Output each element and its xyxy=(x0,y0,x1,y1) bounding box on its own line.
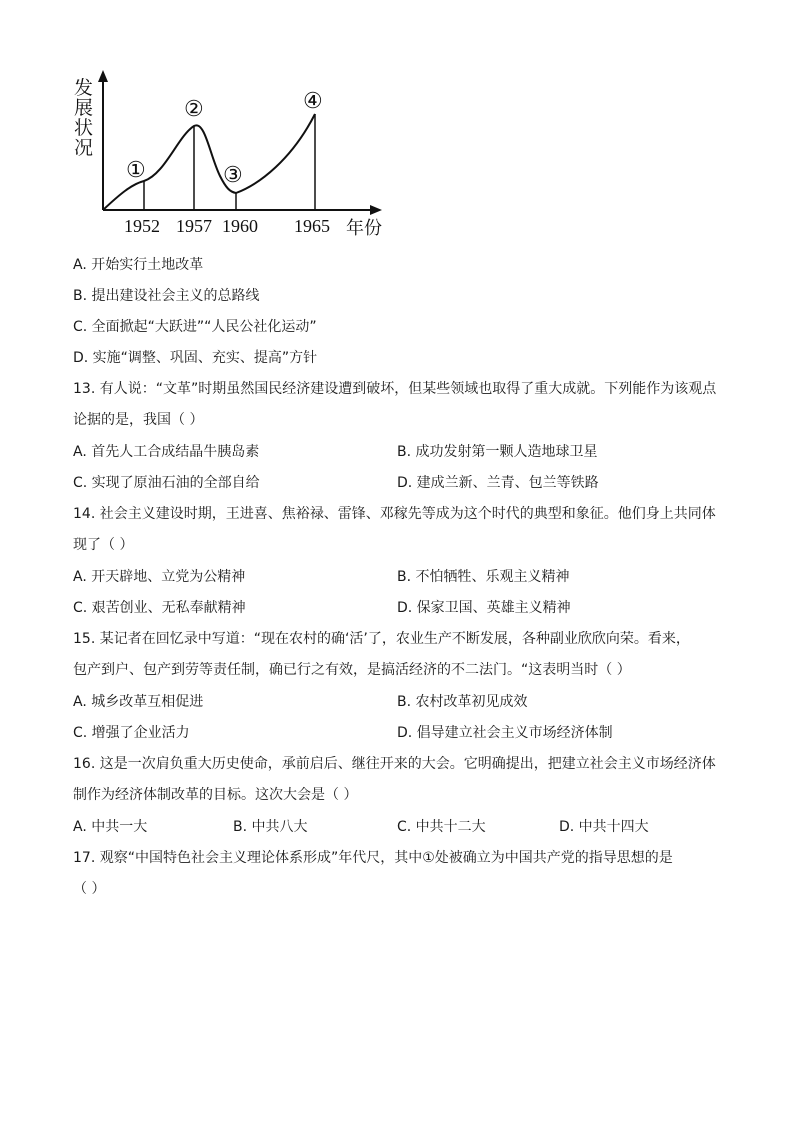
x-tick-1957: 1957 xyxy=(176,216,212,236)
q16-option-c: C. 中共十二大 xyxy=(397,819,486,835)
x-axis-arrow xyxy=(370,205,382,215)
point-label-1: ① xyxy=(126,157,146,182)
q15-option-c: C. 增强了企业活力 xyxy=(73,725,190,741)
q15-option-b: B. 农村改革初见成效 xyxy=(397,694,528,710)
q13-option-d: D. 建成兰新、兰青、包兰等铁路 xyxy=(397,475,599,491)
q12-option-d: D. 实施“调整、巩固、充实、提高”方针 xyxy=(73,350,318,366)
q16-stem-line1: 16. 这是一次肩负重大历史使命，承前启后、继往开来的大会。它明确提出，把建立社会主义市场经济体 xyxy=(73,756,716,772)
x-axis-label: 年份 xyxy=(346,218,382,238)
q14-option-d: D. 保家卫国、英雄主义精神 xyxy=(397,600,571,616)
q12-option-c: C. 全面掀起“大跃进”“人民公社化运动” xyxy=(73,319,317,335)
y-axis-label-char-3: 状 xyxy=(74,118,94,139)
q13-option-c: C. 实现了原油石油的全部自给 xyxy=(73,475,260,491)
q14-option-c: C. 艰苦创业、无私奉献精神 xyxy=(73,600,246,616)
x-tick-1965: 1965 xyxy=(294,216,330,236)
q14-option-b: B. 不怕牺牲、乐观主义精神 xyxy=(397,569,570,585)
q17-stem-line2: （ ） xyxy=(73,881,106,897)
q13-stem-line1: 13. 有人说：“文革”时期虽然国民经济建设遭到破坏，但某些领域也取得了重大成就。下列能作为该观点 xyxy=(73,381,717,397)
q15-option-a: A. 城乡改革互相促进 xyxy=(73,694,204,710)
q16-option-d: D. 中共十四大 xyxy=(559,819,649,835)
q15-stem-line2: 包产到户、包产到劳等责任制，确已行之有效，是搞活经济的不二法门。“这表明当时（ ） xyxy=(73,662,631,678)
q14-option-a: A. 开天辟地、立党为公精神 xyxy=(73,569,246,585)
point-label-3: ③ xyxy=(223,162,243,187)
q13-stem-line2: 论据的是，我国（ ） xyxy=(73,412,204,428)
y-axis-label-char-1: 发 xyxy=(74,78,94,99)
q16-stem-line2: 制作为经济体制改革的目标。这次大会是（ ） xyxy=(73,787,358,803)
q16-option-a: A. 中共一大 xyxy=(73,819,148,835)
x-tick-1952: 1952 xyxy=(124,216,160,236)
development-curve-svg xyxy=(70,64,400,246)
y-axis-label-char-4: 况 xyxy=(74,138,94,159)
q15-stem-line1: 15. 某记者在回忆录中写道：“现在农村的确‘活’了，农业生产不断发展，各种副业欣欣向荣。看来， xyxy=(73,631,690,647)
q14-stem-line1: 14. 社会主义建设时期，王进喜、焦裕禄、雷锋、邓稼先等成为这个时代的典型和象征。他们身上共同体 xyxy=(73,506,716,522)
y-axis-arrow xyxy=(98,70,108,82)
q13-option-b: B. 成功发射第一颗人造地球卫星 xyxy=(397,444,598,460)
y-axis-label-char-2: 展 xyxy=(74,98,94,119)
q17-stem-line1: 17. 观察“中国特色社会主义理论体系形成”年代尺，其中①处被确立为中国共产党的指导思想的是 xyxy=(73,850,673,866)
q12-option-b: B. 提出建设社会主义的总路线 xyxy=(73,288,260,304)
point-label-4: ④ xyxy=(303,88,323,113)
x-tick-1960: 1960 xyxy=(222,216,258,236)
q13-option-a: A. 首先人工合成结晶牛胰岛素 xyxy=(73,444,260,460)
point-label-2: ② xyxy=(184,96,204,121)
development-curve-figure xyxy=(70,64,400,246)
q12-option-a: A. 开始实行土地改革 xyxy=(73,257,204,273)
q14-stem-line2: 现了（ ） xyxy=(73,537,134,553)
q16-option-b: B. 中共八大 xyxy=(233,819,308,835)
q15-option-d: D. 倡导建立社会主义市场经济体制 xyxy=(397,725,613,741)
